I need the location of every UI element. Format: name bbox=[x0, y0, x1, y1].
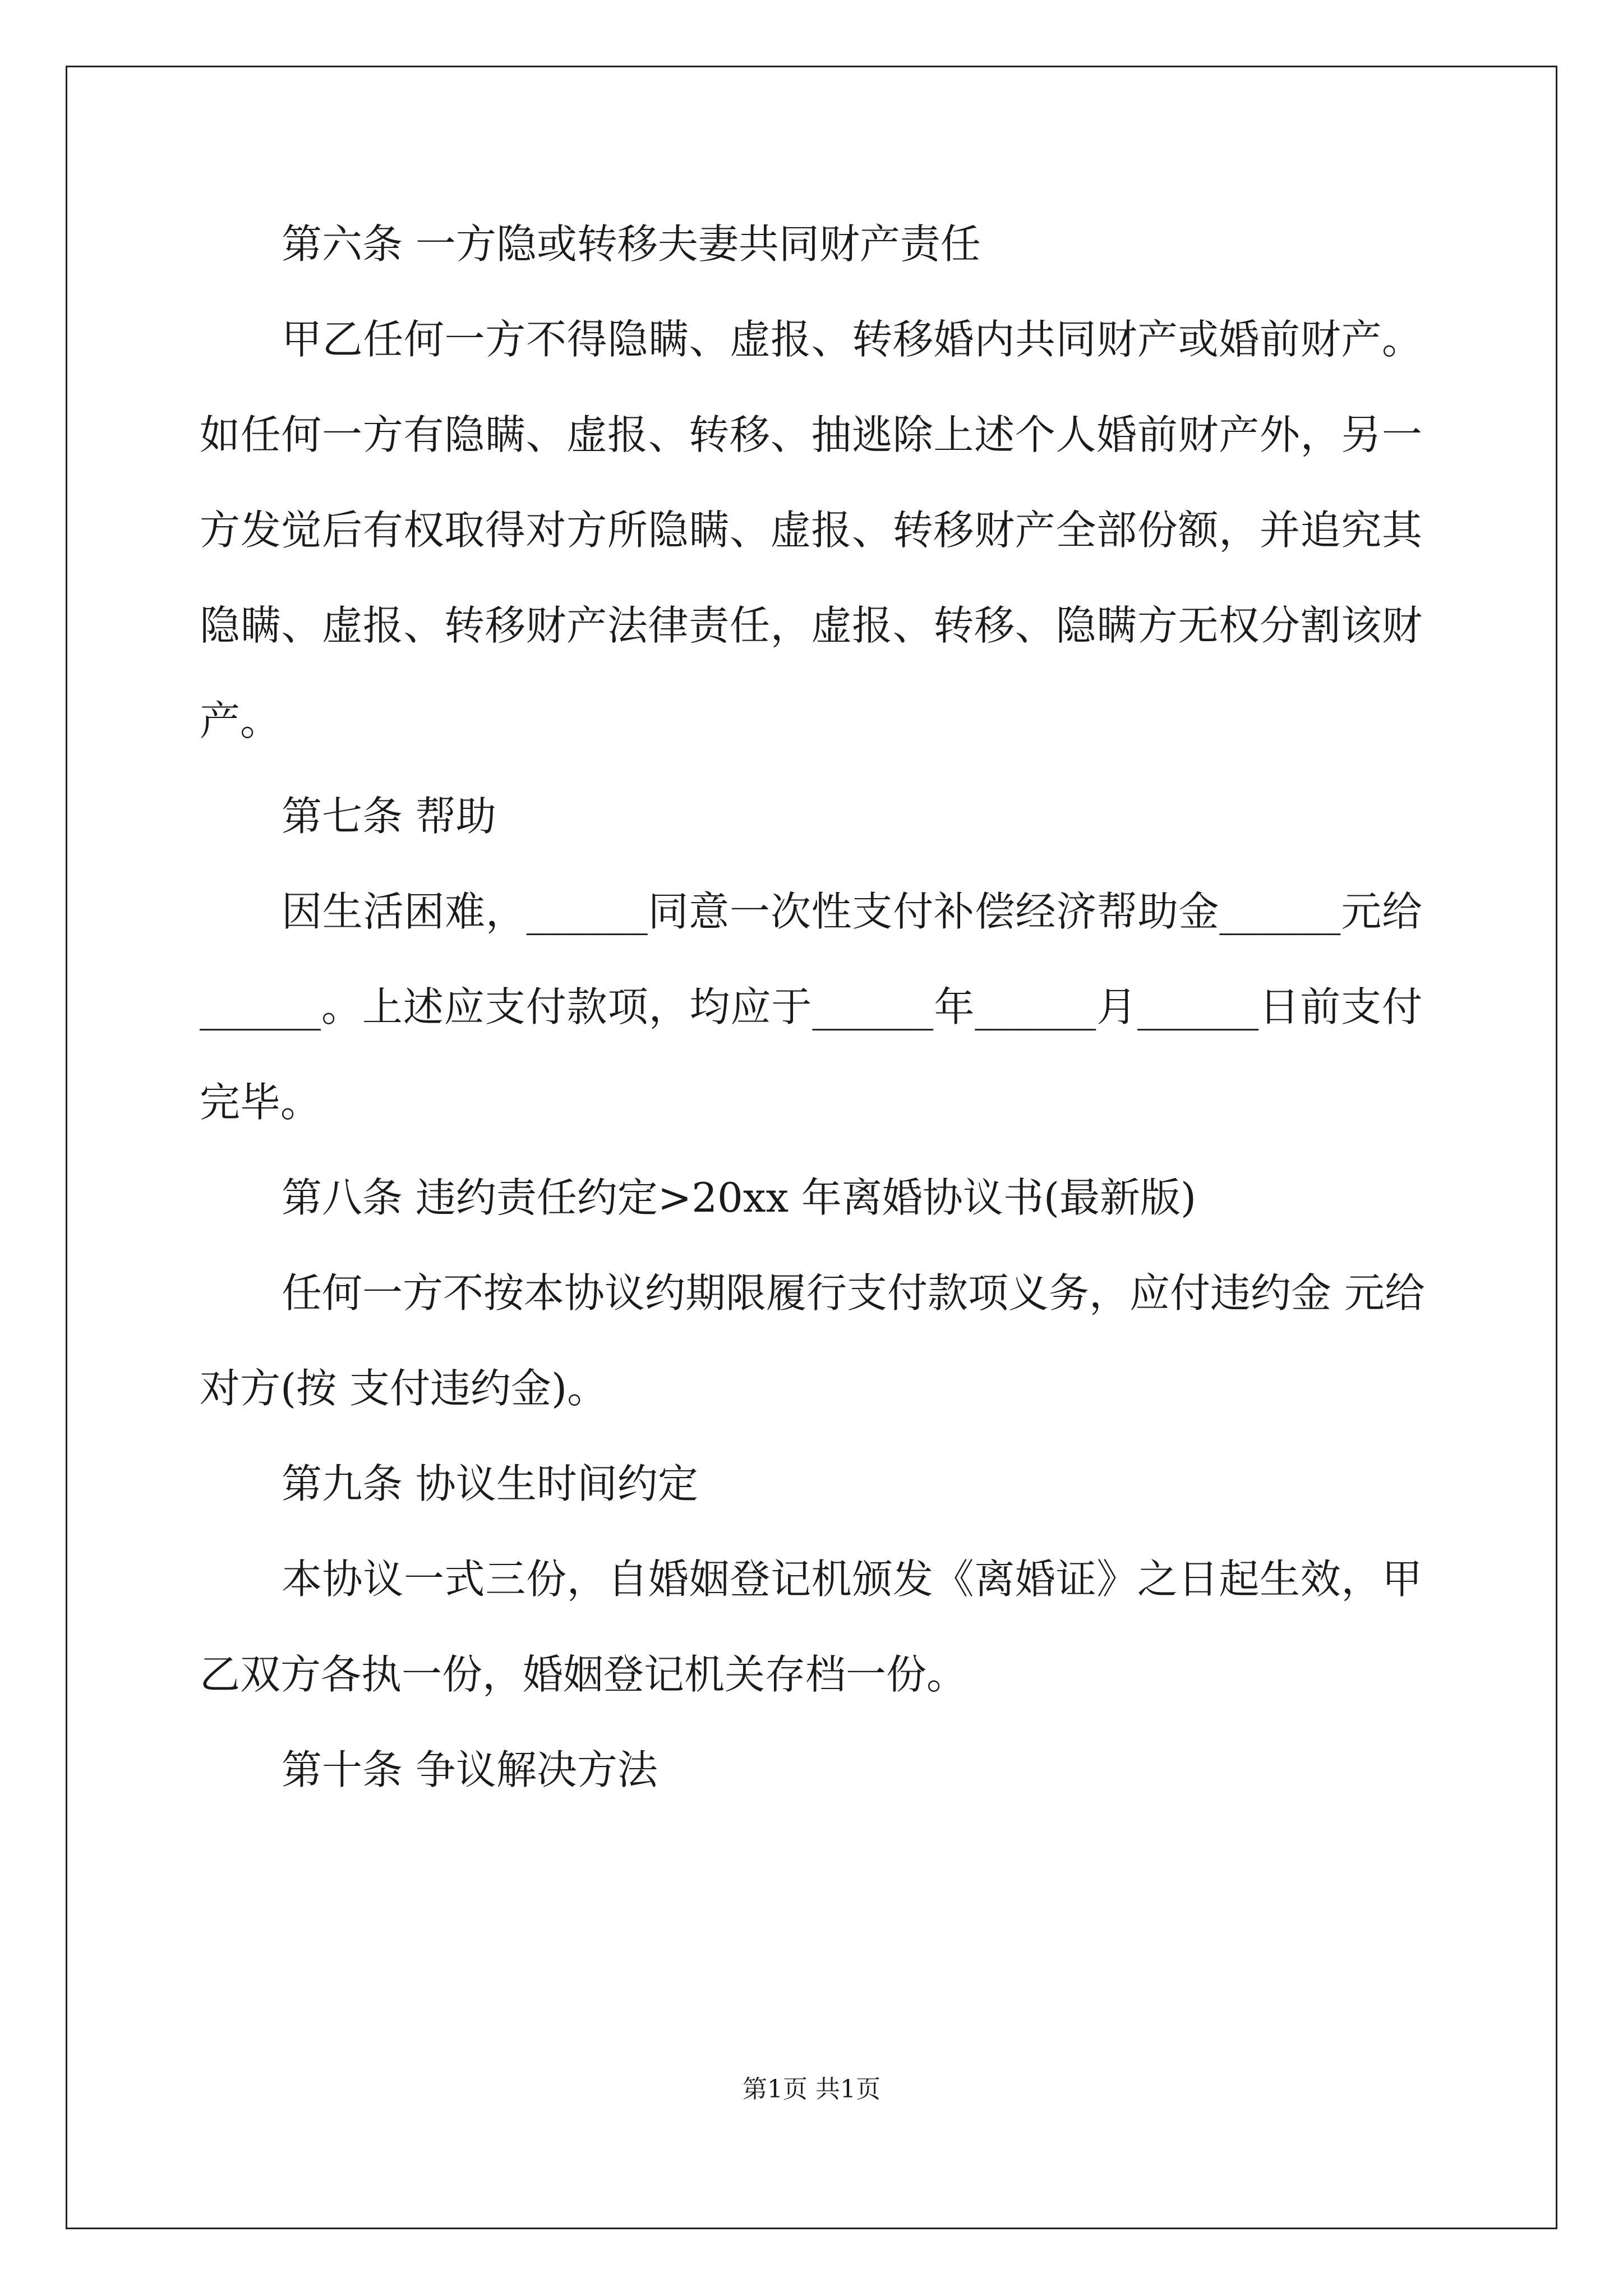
paragraph-line: 任何一方不按本协议约期限履行支付款项义务，应付违约金 元给 bbox=[282, 1269, 1425, 1317]
document-body bbox=[200, 196, 1425, 1818]
paragraph-line: ______。上述应支付款项，均应于______年______月______日前支付 bbox=[200, 983, 1422, 1030]
article-9-heading: 第九条 协议生时间约定 bbox=[282, 1460, 698, 1507]
paragraph-line: 隐瞒、虚报、转移财产法律责任，虚报、转移、隐瞒方无权分割该财 bbox=[200, 602, 1422, 649]
paragraph-line: 对方(按 支付违约金)。 bbox=[200, 1365, 608, 1412]
article-7-heading: 第七条 帮助 bbox=[282, 793, 496, 840]
article-10-heading: 第十条 争议解决方法 bbox=[282, 1746, 658, 1793]
paragraph-line: 因生活困难，______同意一次性支付补偿经济帮助金______元给 bbox=[282, 888, 1422, 935]
paragraph-line: 方发觉后有权取得对方所隐瞒、虚报、转移财产全部份额，并追究其 bbox=[200, 507, 1422, 554]
paragraph-line: 本协议一式三份，自婚姻登记机颁发《离婚证》之日起生效，甲 bbox=[282, 1556, 1422, 1603]
paragraph-line: 甲乙任何一方不得隐瞒、虚报、转移婚内共同财产或婚前财产。 bbox=[282, 316, 1422, 363]
paragraph-line: 如任何一方有隐瞒、虚报、转移、抽逃除上述个人婚前财产外，另一 bbox=[200, 411, 1422, 458]
page-number-footer: 第1页 共1页 bbox=[743, 2075, 880, 2104]
paragraph-line: 完毕。 bbox=[200, 1079, 321, 1126]
paragraph-line: 产。 bbox=[200, 697, 281, 744]
article-6-heading: 第六条 一方隐或转移夫妻共同财产责任 bbox=[282, 220, 981, 268]
article-8-heading: 第八条 违约责任约定>20xx 年离婚协议书(最新版) bbox=[282, 1174, 1197, 1221]
paragraph-line: 乙双方各执一份，婚姻登记机关存档一份。 bbox=[200, 1651, 967, 1698]
